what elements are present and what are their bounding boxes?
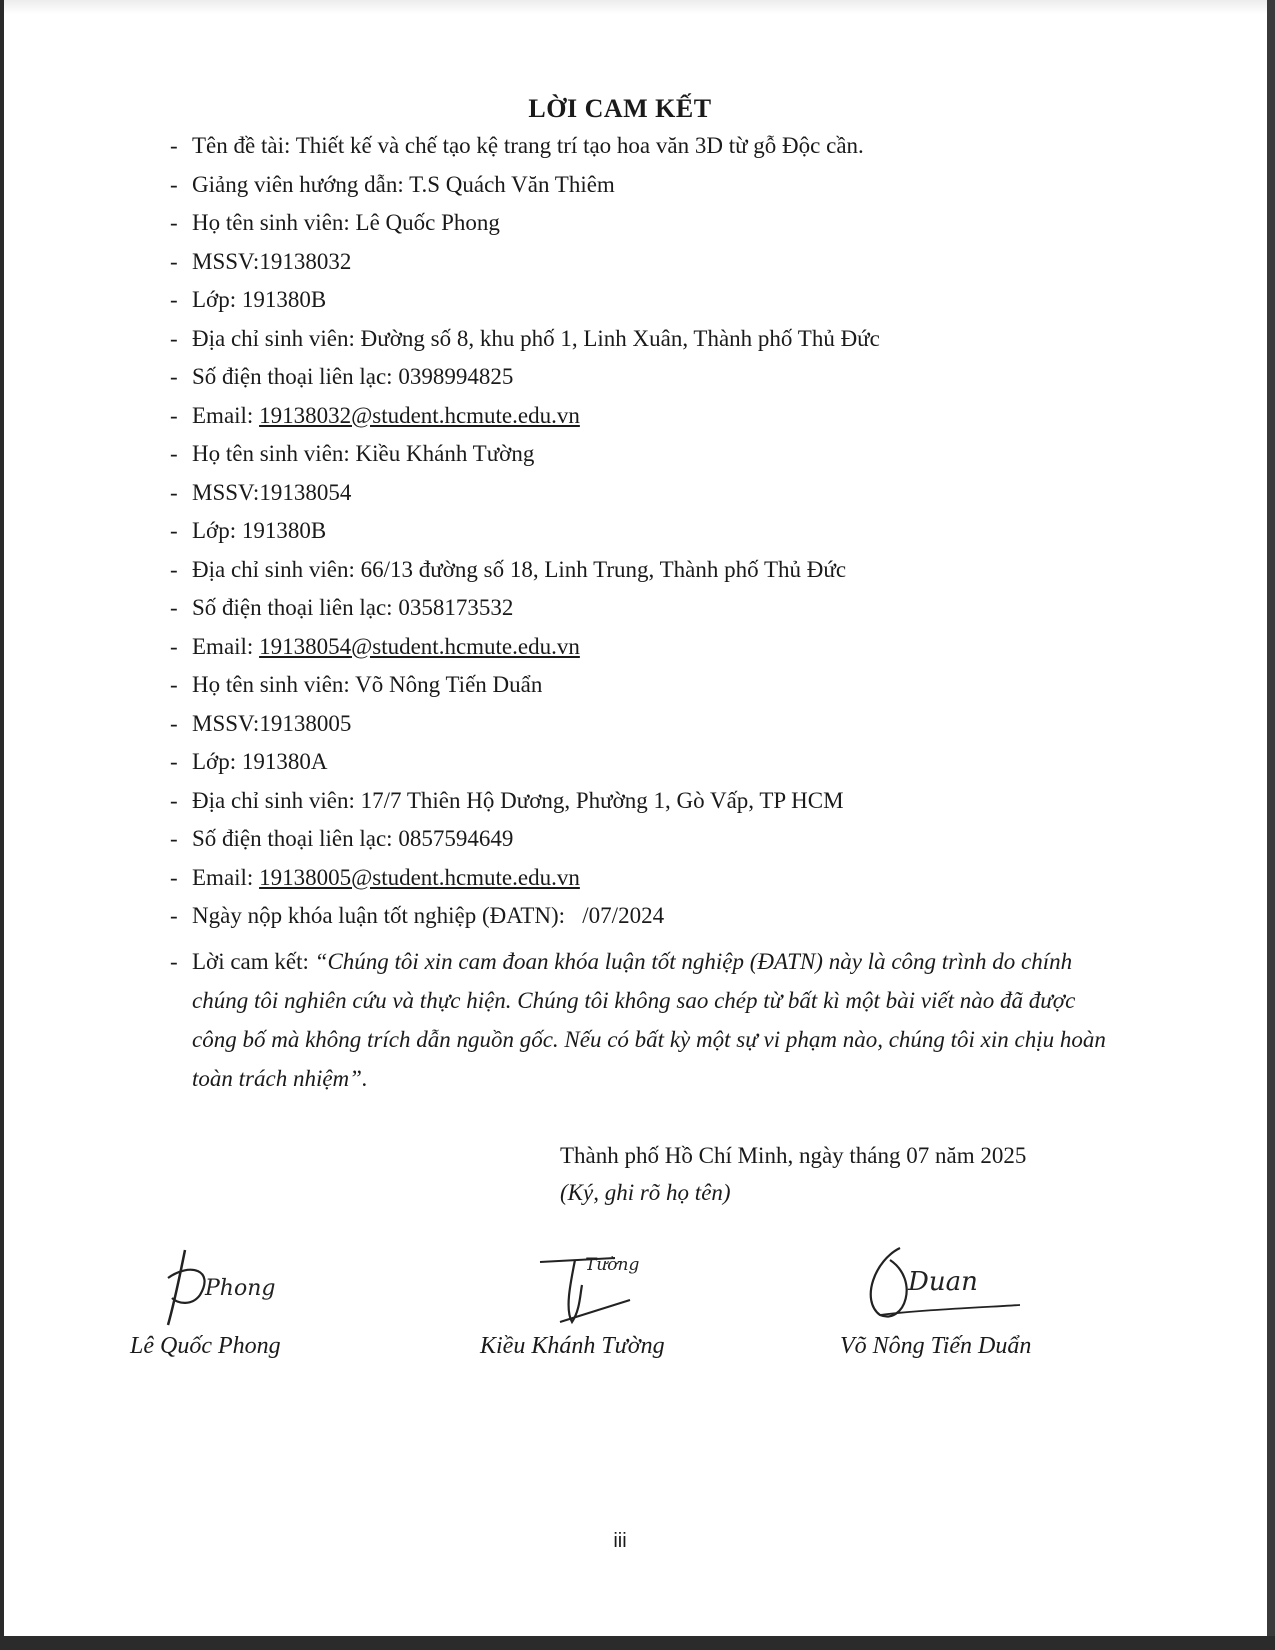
item-label: Lớp: bbox=[192, 518, 237, 543]
item-value: /07/2024 bbox=[582, 903, 665, 928]
list-item-student-name: - Họ tên sinh viên: Lê Quốc Phong bbox=[170, 210, 500, 235]
item-label: Số điện thoại liên lạc: bbox=[192, 595, 393, 620]
info-list bbox=[170, 127, 1115, 936]
item-label: Địa chỉ sinh viên: bbox=[192, 556, 355, 582]
svg-text:Tường: Tường bbox=[585, 1255, 640, 1275]
signature-2-mark bbox=[520, 1240, 790, 1330]
commitment-label: Lời cam kết: bbox=[192, 949, 309, 974]
item-value: Võ Nông Tiến Duẩn bbox=[355, 672, 543, 697]
item-label: Lớp: bbox=[192, 287, 237, 312]
signer-name-1: Lê Quốc Phong bbox=[130, 1333, 281, 1359]
email-link[interactable]: 19138032@student.hcmute.edu.vn bbox=[259, 402, 580, 428]
signature-3-mark bbox=[850, 1240, 1120, 1330]
scan-edge-right bbox=[1267, 0, 1275, 1650]
list-item-email: - Email: 19138005@student.hcmute.edu.vn bbox=[170, 864, 580, 890]
item-label: MSSV: bbox=[192, 710, 260, 736]
svg-text:Duan: Duan bbox=[908, 1267, 978, 1297]
list-item-supervisor: - Giảng viên hướng dẫn: T.S Quách Văn Thiêm bbox=[170, 171, 615, 197]
signature-1 bbox=[140, 1240, 410, 1330]
item-value: 19138032 bbox=[259, 248, 352, 274]
item-value: 66/13 đường số 18, Linh Trung, Thành phố Thủ Đức bbox=[360, 556, 847, 582]
signer-name-3: Võ Nông Tiến Duẩn bbox=[840, 1333, 1032, 1359]
email-link[interactable]: 19138054@student.hcmute.edu.vn bbox=[259, 633, 580, 659]
sign-note: (Ký, ghi rõ họ tên) bbox=[560, 1180, 731, 1205]
email-link[interactable]: 19138005@student.hcmute.edu.vn bbox=[259, 864, 580, 890]
item-value: 0398994825 bbox=[398, 364, 514, 389]
item-label: Tên đề tài: bbox=[192, 133, 291, 158]
list-item-submission-date: - Ngày nộp khóa luận tốt nghiệp (ĐATN): /07/2024 bbox=[170, 903, 665, 928]
commitment-paragraph: - Lời cam kết: “Chúng tôi xin cam đoan khóa luận tốt nghiệp (ĐATN) này là công trình do chính chúng tôi nghiên cứu và thực hiện. Chúng tôi không sao chép từ bất kì một bài viết nào đã được công bố mà không trích dẫn nguồn gốc. Nếu có bất kỳ một sự vi phạm nào, chúng tôi xin chịu hoàn toàn trách nhiệm”. bbox=[170, 949, 1106, 1091]
list-item-student-id: - MSSV:19138032 bbox=[170, 248, 352, 274]
item-value: 191380B bbox=[241, 287, 327, 312]
item-value: 19138054 bbox=[259, 479, 352, 505]
item-label: Họ tên sinh viên: bbox=[192, 441, 350, 466]
signature-2 bbox=[520, 1240, 790, 1330]
list-item-address: - Địa chỉ sinh viên: 66/13 đường số 18, Linh Trung, Thành phố Thủ Đức bbox=[170, 556, 847, 582]
page-number: iii bbox=[613, 1530, 627, 1552]
item-label: Số điện thoại liên lạc: bbox=[192, 364, 393, 389]
item-label: Email: bbox=[192, 402, 254, 428]
item-value: Kiều Khánh Tường bbox=[355, 441, 535, 466]
item-label: MSSV: bbox=[192, 479, 260, 505]
item-value: 0857594649 bbox=[398, 826, 514, 851]
list-item-student-id: - MSSV:19138054 bbox=[170, 479, 352, 505]
item-label: MSSV: bbox=[192, 248, 260, 274]
item-label: Ngày nộp khóa luận tốt nghiệp (ĐATN): bbox=[192, 903, 566, 928]
item-label: Email: bbox=[192, 864, 254, 890]
item-value: 191380B bbox=[241, 518, 327, 543]
item-value: 191380A bbox=[241, 749, 328, 774]
list-item-address: - Địa chỉ sinh viên: Đường số 8, khu phố 1, Linh Xuân, Thành phố Thủ Đức bbox=[170, 325, 880, 351]
item-value: Thiết kế và chế tạo kệ trang trí tạo hoa văn 3D từ gỗ Độc cần. bbox=[295, 133, 864, 158]
svg-text:Phong: Phong bbox=[205, 1276, 276, 1301]
item-value: 0358173532 bbox=[398, 595, 514, 620]
list-item-email: - Email: 19138032@student.hcmute.edu.vn bbox=[170, 402, 580, 428]
list-item-student-id: - MSSV:19138005 bbox=[170, 710, 352, 736]
list-item-address: - Địa chỉ sinh viên: 17/7 Thiên Hộ Dương, Phường 1, Gò Vấp, TP HCM bbox=[170, 787, 844, 813]
signature-3 bbox=[850, 1240, 1120, 1330]
item-value: T.S Quách Văn Thiêm bbox=[409, 171, 615, 197]
document-title: LỜI CAM KẾT bbox=[528, 94, 712, 123]
list-item-phone: - Số điện thoại liên lạc: 0857594649 bbox=[170, 826, 514, 851]
list-item-class: - Lớp: 191380B bbox=[170, 518, 327, 543]
list-item-topic: - Tên đề tài: Thiết kế và chế tạo kệ trang trí tạo hoa văn 3D từ gỗ Độc cần. bbox=[170, 133, 864, 158]
list-item-student-name: - Họ tên sinh viên: Võ Nông Tiến Duẩn bbox=[170, 672, 543, 697]
scan-top-shadow bbox=[0, 0, 1275, 14]
signer-name-2: Kiều Khánh Tường bbox=[480, 1333, 665, 1359]
list-item-class: - Lớp: 191380B bbox=[170, 287, 327, 312]
list-item-class: - Lớp: 191380A bbox=[170, 749, 328, 774]
item-value: Đường số 8, khu phố 1, Linh Xuân, Thành phố Thủ Đức bbox=[360, 325, 880, 351]
item-value: 17/7 Thiên Hộ Dương, Phường 1, Gò Vấp, TP HCM bbox=[360, 787, 844, 813]
list-item-student-name: - Họ tên sinh viên: Kiều Khánh Tường bbox=[170, 441, 535, 466]
list-item-email: - Email: 19138054@student.hcmute.edu.vn bbox=[170, 633, 580, 659]
item-label: Địa chỉ sinh viên: bbox=[192, 325, 355, 351]
item-label: Giảng viên hướng dẫn: bbox=[192, 171, 404, 197]
item-value: Lê Quốc Phong bbox=[355, 210, 500, 235]
item-label: Email: bbox=[192, 633, 254, 659]
item-label: Số điện thoại liên lạc: bbox=[192, 826, 393, 851]
item-label: Họ tên sinh viên: bbox=[192, 672, 350, 697]
item-label: Họ tên sinh viên: bbox=[192, 210, 350, 235]
commitment-text: “Chúng tôi xin cam đoan khóa luận tốt nghiệp (ĐATN) này là công trình do chính chúng tôi nghiên cứu và thực hiện. Chúng tôi không sao chép từ bất kì một bài viết nào đã được công bố mà không trích dẫn nguồn gốc. Nếu có bất kỳ một sự vi phạm nào, chúng tôi xin chịu hoàn toàn trách nhiệm”. bbox=[192, 949, 1106, 1091]
item-label: Lớp: bbox=[192, 749, 237, 774]
signature-1-mark bbox=[140, 1240, 410, 1330]
list-item-phone: - Số điện thoại liên lạc: 0398994825 bbox=[170, 364, 514, 389]
item-label: Địa chỉ sinh viên: bbox=[192, 787, 355, 813]
scan-edge-left bbox=[0, 0, 4, 1650]
date-line: Thành phố Hồ Chí Minh, ngày tháng 07 năm 2025 bbox=[560, 1143, 1027, 1168]
scan-bottom-edge bbox=[0, 1636, 1275, 1650]
item-value: 19138005 bbox=[259, 710, 352, 736]
list-item-phone: - Số điện thoại liên lạc: 0358173532 bbox=[170, 595, 514, 620]
